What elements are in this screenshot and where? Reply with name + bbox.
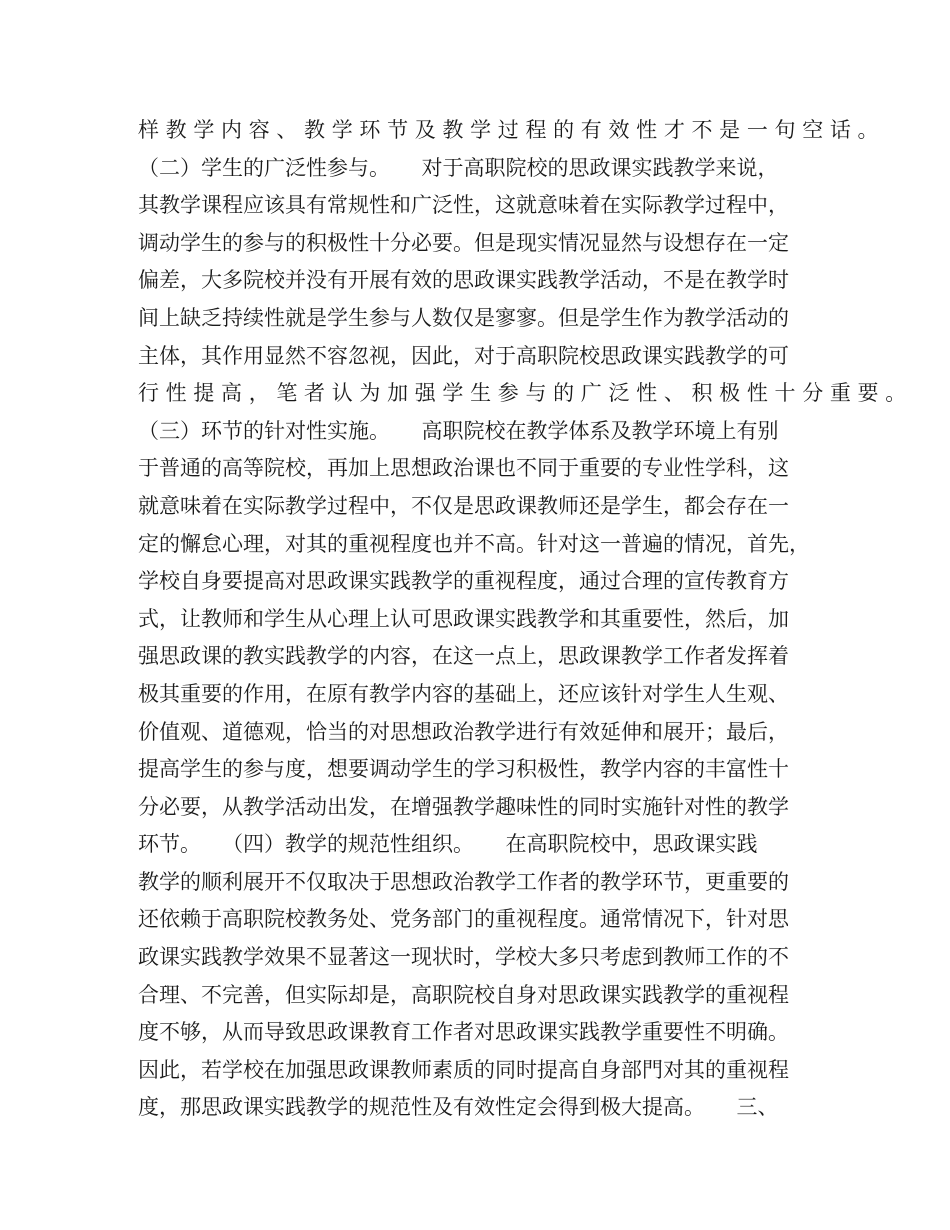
text-line: 主体，其作用显然不容忽视，因此，对于高职院校思政课实践教学的可 [138,343,789,368]
text-line: 定的懈怠心理，对其的重视程度也并不高。针对这一普遍的情况，首先， [138,531,810,556]
text-line: 其教学课程应该具有常规性和广泛性，这就意味着在实际教学过程中， [138,193,789,218]
text-line: 政课实践教学效果不显著这一现状时，学校大多只考虑到教师工作的不 [138,945,789,970]
text-line: 调动学生的参与的积极性十分必要。但是现实情况显然与设想存在一定 [138,230,789,255]
text-line: 度，那思政课实践教学的规范性及有效性定会得到极大提高。 三、 [138,1095,779,1120]
body-text [138,112,907,1127]
text-line: 环节。 （四）教学的规范性组织。 在高职院校中，思政课实践 [138,832,758,857]
text-line: 还依赖于高职院校教务处、党务部门的重视程度。通常情况下，针对思 [138,907,789,932]
text-line: （二）学生的广泛性参与。 对于高职院校的思政课实践教学来说， [138,155,779,180]
text-line: 合理、不完善，但实际却是，高职院校自身对思政课实践教学的重视程 [138,982,789,1007]
text-line: 极其重要的作用，在原有教学内容的基础上，还应该针对学生人生观、 [138,681,789,706]
text-line: 就意味着在实际教学过程中，不仅是思政课教师还是学生，都会存在一 [138,493,789,518]
text-line: 学校自身要提高对思政课实践教学的重视程度，通过合理的宣传教育方 [138,569,789,594]
text-line: 行 性 提 高 ， 笔 者 认 为 加 强 学 生 参 与 的 广 泛 性 、 积 极 性 十 分 重 要 。 [138,381,907,406]
text-line: 强思政课的教实践教学的内容，在这一点上，思政课教学工作者发挥着 [138,644,789,669]
text-line: （三）环节的针对性实施。 高职院校在教学体系及教学环境上有别 [138,418,779,443]
text-line: 偏差，大多院校并没有开展有效的思政课实践教学活动，不是在教学时 [138,268,789,293]
text-line: 提高学生的参与度，想要调动学生的学习积极性，教学内容的丰富性十 [138,757,789,782]
text-line: 样 教 学 内 容 、 教 学 环 节 及 教 学 过 程 的 有 效 性 才 不 是 一 句 空 话 。 [138,118,879,142]
text-line: 教学的顺利展开不仅取决于思想政治教学工作者的教学环节，更重要的 [138,869,789,894]
text-line: 度不够，从而导致思政课教育工作者对思政课实践教学重要性不明确。 [138,1020,789,1045]
text-line: 分必要，从教学活动出发，在增强教学趣味性的同时实施针对性的教学 [138,794,789,819]
text-line: 价值观、道德观，恰当的对思想政治教学进行有效延伸和展开；最后， [138,719,789,744]
text-line: 于普通的高等院校，再加上思想政治课也不同于重要的专业性学科，这 [138,456,789,481]
text-line: 因此，若学校在加强思政课教师素质的同时提高自身部門对其的重视程 [138,1057,789,1082]
text-line: 间上缺乏持续性就是学生参与人数仅是寥寥。但是学生作为教学活动的 [138,305,789,330]
text-line: 式，让教师和学生从心理上认可思政课实践教学和其重要性，然后，加 [138,606,789,631]
